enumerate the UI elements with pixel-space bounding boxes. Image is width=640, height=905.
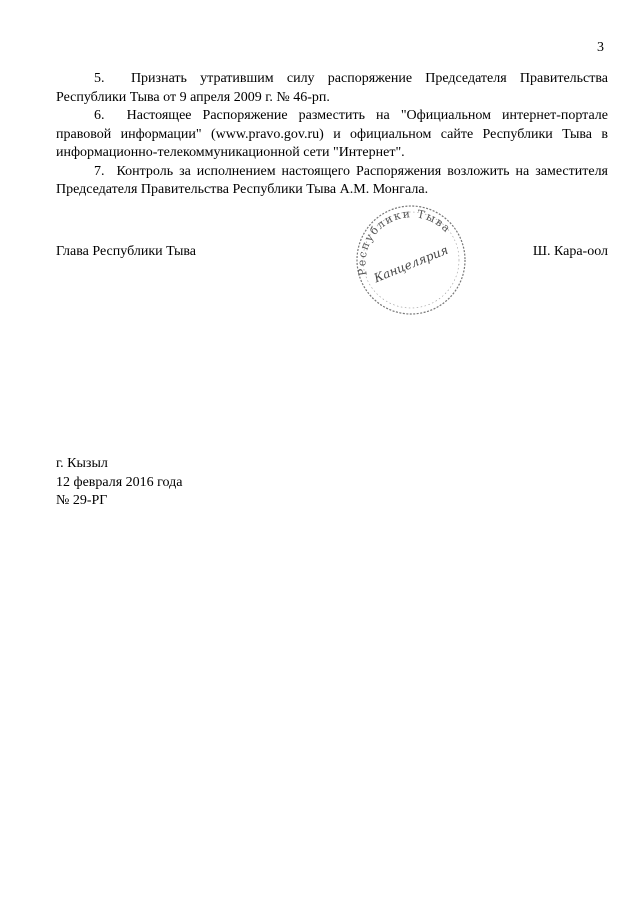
- footer-city: г. Кызыл: [56, 456, 108, 471]
- document-footer: [56, 455, 183, 511]
- document-body: [56, 70, 608, 200]
- signatory-name: Ш. Кара-оол: [532, 244, 608, 259]
- page-number: 3: [597, 40, 604, 55]
- signature-block: [56, 244, 608, 260]
- footer-date: 12 февраля 2016 года: [56, 474, 183, 490]
- paragraph-6: 6. Настоящее Распоряжение разместить на "Официальном интернет-портале правовой информации" (www.pravo.gov.ru) и официальном сайте Республики Тыва в информационно-телекоммуникационной сети "Интернет".: [56, 108, 608, 160]
- paragraph-5: 5. Признать утратившим силу распоряжение Председателя Правительства Республики Тыва от 9 апреля 2009 г. № 46-рп.: [56, 71, 608, 105]
- signatory-position: Глава Республики Тыва: [56, 244, 197, 259]
- paragraph-7: 7. Контроль за исполнением настоящего Распоряжения возложить на заместителя Председателя Правительства Республики Тыва А.М. Монгала.: [56, 163, 608, 197]
- stamp-ring-text: Республики Тыва: [355, 207, 454, 277]
- footer-number: № 29-РГ: [56, 493, 108, 508]
- official-stamp: [345, 200, 475, 315]
- stamp-center-text: Канцелярия: [371, 242, 451, 286]
